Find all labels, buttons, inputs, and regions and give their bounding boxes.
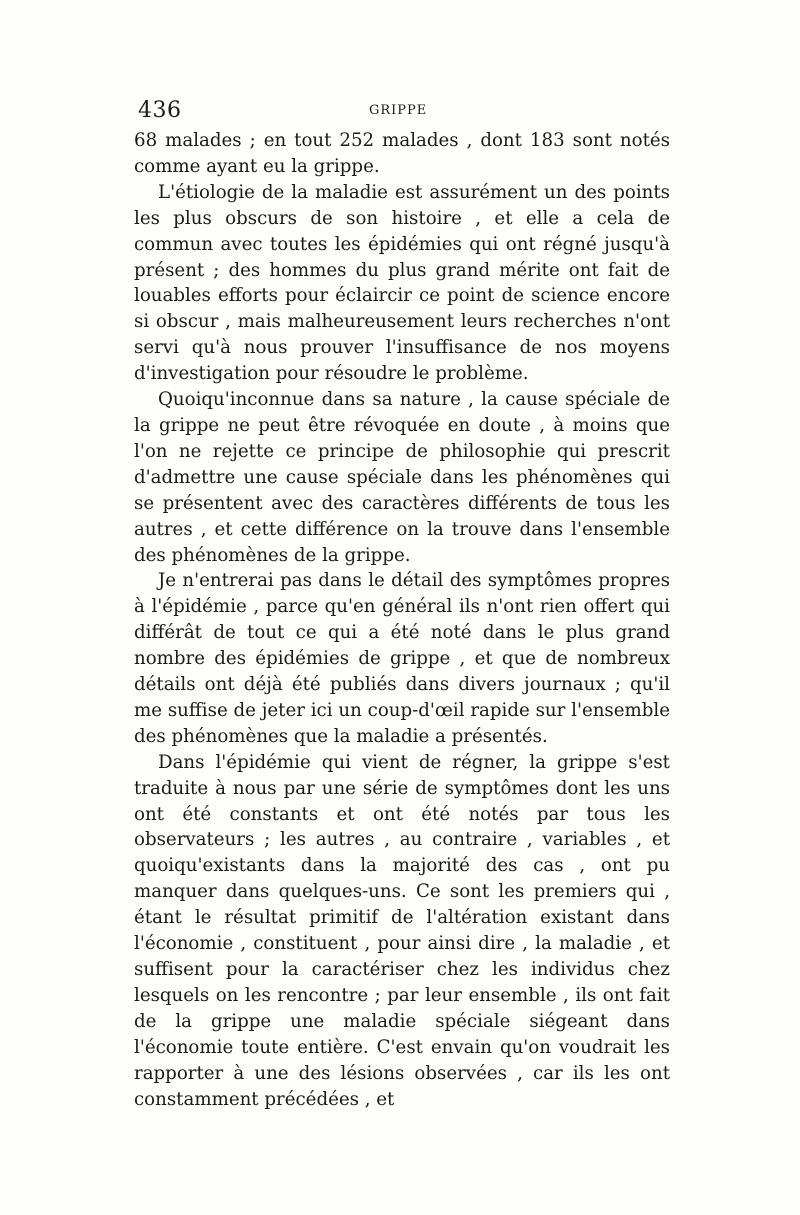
book-page bbox=[134, 98, 670, 1112]
paragraph-etiology: L'étiologie de la maladie est assurément un des points les plus obscurs de son histoire , et elle a cela de commun avec toutes les épidémies qui ont régné jusqu'à présent ; des hommes du plus grand mérite ont fait de louables efforts pour éclaircir ce point de science encore si obscur , mais malheureusement leurs recherches n'ont servi qu'à nous prouver l'insuffisance de nos moyens d'investigation pour résoudre le problème. bbox=[134, 181, 670, 385]
running-title: GRIPPE bbox=[369, 103, 428, 118]
running-head bbox=[134, 98, 670, 128]
paragraph-continuation: 68 malades ; en tout 252 malades , dont 183 sont notés comme ayant eu la grippe. bbox=[134, 130, 670, 177]
paragraph-special-cause: Quoiqu'inconnue dans sa nature , la cause spéciale de la grippe ne peut être révoquée en doute , à moins que l'on ne rejette ce principe de philosophie qui prescrit d'admettre une cause spéciale dans les phénomènes qui se présentent avec des caractères différents de tous les autres , et cette différence on la trouve dans l'ensemble des phénomènes de la grippe. bbox=[134, 389, 670, 566]
body-text bbox=[134, 128, 670, 1112]
paragraph-symptoms-intro: Je n'entrerai pas dans le détail des symptômes propres à l'épidémie , parce qu'en général ils n'ont rien offert qui différât de tout ce qui a été noté dans le plus grand nombre des épidémies de grippe , et que de nombreux détails ont déjà été publiés dans divers journaux ; qu'il me suffise de jeter ici un coup-d'œil rapide sur l'ensemble des phénomènes que la maladie a présentés. bbox=[134, 570, 670, 747]
page-number: 436 bbox=[138, 98, 182, 123]
paragraph-epidemic-symptoms: Dans l'épidémie qui vient de régner, la grippe s'est traduite à nous par une série de symptômes dont les uns ont été constants et ont été notés par tous les observateurs ; les autres , au contraire , variables , et quoiqu'existants dans la majorité des cas , ont pu manquer dans quelques-uns. Ce sont les premiers qui , étant le résultat primitif de l'altération existant dans l'économie , constituent , pour ainsi dire , la maladie , et suffisent pour la caractériser chez les individus chez lesquels on les rencontre ; par leur ensemble , ils ont fait de la grippe une maladie spéciale siégeant dans l'économie toute entière. C'est envain qu'on voudrait les rapporter à une des lésions observées , car ils les ont constamment précédées , et bbox=[134, 751, 670, 1110]
